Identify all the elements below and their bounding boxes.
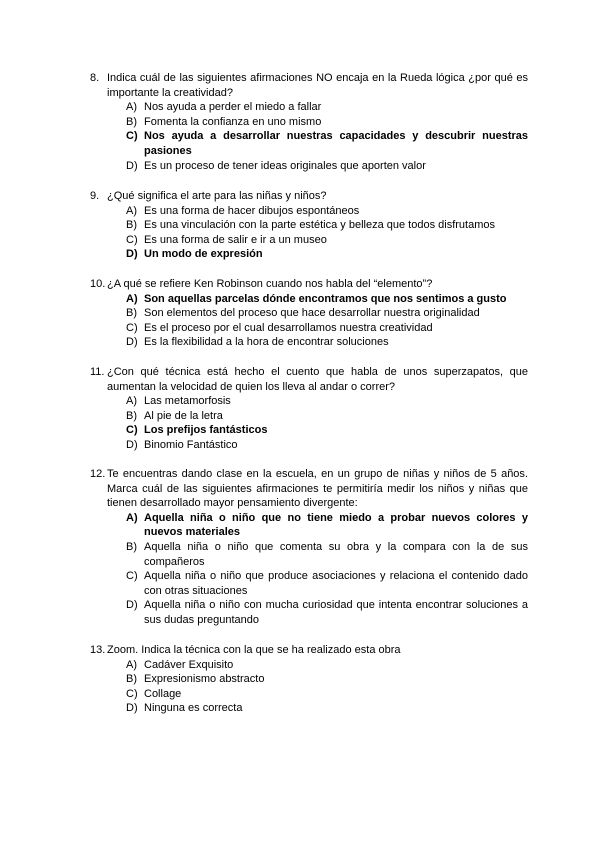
- option-letter: A): [126, 658, 137, 671]
- option-d: [126, 335, 528, 350]
- option-d: [126, 701, 528, 716]
- option-letter: B): [126, 307, 137, 320]
- option-text: Fomenta la confianza en uno mismo: [144, 115, 322, 128]
- option-d-correct: [126, 247, 528, 262]
- answer-options: [126, 658, 528, 716]
- option-letter: C): [126, 687, 138, 700]
- option-c: [126, 687, 528, 702]
- option-a: [126, 204, 528, 219]
- question-12: [90, 467, 528, 628]
- option-letter: C): [126, 130, 138, 143]
- option-d: [126, 598, 528, 627]
- option-text: Es la flexibilidad a la hora de encontrar soluciones: [144, 336, 389, 349]
- option-letter: A): [126, 204, 137, 217]
- option-b: [126, 115, 528, 130]
- option-letter: C): [126, 570, 138, 583]
- question-10: [90, 277, 528, 350]
- option-text: Las metamorfosis: [144, 395, 231, 408]
- question-stem: [90, 189, 528, 204]
- question-9: [90, 189, 528, 262]
- option-text: Es una forma de hacer dibujos espontáneos: [144, 204, 360, 217]
- option-letter: C): [126, 233, 138, 246]
- option-text: Es una forma de salir e ir a un museo: [144, 233, 327, 246]
- option-text: Collage: [144, 687, 182, 700]
- question-text: ¿A qué se refiere Ken Robinson cuando nos habla del “elemento”?: [107, 278, 433, 290]
- question-stem: [90, 467, 528, 511]
- option-a: [126, 394, 528, 409]
- option-letter: A): [126, 292, 138, 305]
- answer-options: [126, 394, 528, 452]
- option-letter: B): [126, 673, 137, 686]
- option-a-correct: [126, 292, 528, 307]
- option-letter: C): [126, 321, 138, 334]
- option-b: [126, 672, 528, 687]
- option-letter: A): [126, 511, 138, 524]
- option-b: [126, 306, 528, 321]
- answer-options: [126, 292, 528, 350]
- option-text: Aquella niña o niño que no tiene miedo a probar nuevos colores y nuevos materiales: [144, 511, 528, 539]
- option-letter: D): [126, 599, 138, 612]
- option-text: Es el proceso por el cual desarrollamos nuestra creatividad: [144, 321, 433, 334]
- option-c-correct: [126, 129, 528, 158]
- question-text: Zoom. Indica la técnica con la que se ha realizado esta obra: [107, 644, 401, 656]
- option-text: Un modo de expresión: [144, 248, 263, 261]
- question-stem: [90, 71, 528, 100]
- question-text: Te encuentras dando clase en la escuela, en un grupo de niñas y niños de 5 años. Marca cuál de las siguientes afirmaciones te permitiría medir los niños y niñas que tienen desarrollado mayor pensamiento divergente:: [107, 468, 528, 510]
- option-c-correct: [126, 423, 528, 438]
- option-letter: D): [126, 336, 138, 349]
- question-11: [90, 365, 528, 453]
- option-letter: D): [126, 159, 138, 172]
- option-c: [126, 321, 528, 336]
- option-text: Es un proceso de tener ideas originales que aporten valor: [144, 159, 426, 172]
- option-text: Expresionismo abstracto: [144, 673, 265, 686]
- option-text: Aquella niña o niño que comenta su obra y la compara con la de sus compañeros: [144, 540, 528, 568]
- question-stem: [90, 643, 528, 658]
- option-text: Al pie de la letra: [144, 409, 223, 422]
- option-a: [126, 100, 528, 115]
- question-number: 11.: [90, 366, 105, 378]
- option-c: [126, 569, 528, 598]
- option-letter: D): [126, 248, 138, 261]
- option-text: Aquella niña o niño que produce asociaciones y relaciona el contenido dado con otras situaciones: [144, 570, 528, 597]
- option-text: Nos ayuda a perder el miedo a fallar: [144, 101, 322, 114]
- question-number: 9.: [90, 190, 100, 202]
- option-letter: A): [126, 395, 137, 408]
- option-text: Cadáver Exquisito: [144, 658, 234, 671]
- option-text: Los prefijos fantásticos: [144, 424, 268, 437]
- option-a: [126, 658, 528, 673]
- option-b: [126, 218, 528, 233]
- question-stem: [90, 277, 528, 292]
- option-b: [126, 409, 528, 424]
- question-13: [90, 643, 528, 716]
- option-d: [126, 159, 528, 174]
- question-number: 12.: [90, 468, 106, 480]
- option-b: [126, 540, 528, 569]
- question-number: 13.: [90, 644, 106, 656]
- option-letter: B): [126, 219, 137, 232]
- answer-options: [126, 204, 528, 262]
- option-text: Nos ayuda a desarrollar nuestras capacidades y descubrir nuestras pasiones: [144, 130, 528, 157]
- question-number: 8.: [90, 72, 100, 84]
- option-letter: D): [126, 438, 138, 451]
- question-text: ¿Qué significa el arte para las niñas y niños?: [107, 190, 327, 202]
- question-stem: [90, 365, 528, 394]
- option-d: [126, 438, 528, 453]
- question-8: [90, 71, 528, 173]
- option-text: Es una vinculación con la parte estética y belleza que todos disfrutamos: [144, 219, 495, 232]
- question-number: 10.: [90, 278, 106, 290]
- option-a-correct: [126, 511, 528, 540]
- option-letter: D): [126, 702, 138, 715]
- option-text: Son aquellas parcelas dónde encontramos que nos sentimos a gusto: [144, 292, 507, 305]
- option-text: Binomio Fantástico: [144, 438, 238, 451]
- option-letter: A): [126, 101, 137, 114]
- option-letter: C): [126, 424, 138, 437]
- option-letter: B): [126, 409, 137, 422]
- option-text: Son elementos del proceso que hace desarrollar nuestra originalidad: [144, 307, 480, 320]
- option-c: [126, 233, 528, 248]
- answer-options: [126, 511, 528, 628]
- answer-options: [126, 100, 528, 173]
- question-text: ¿Con qué técnica está hecho el cuento que habla de unos superzapatos, que aumentan la velocidad de quien los lleva al andar o correr?: [107, 366, 528, 393]
- option-text: Aquella niña o niño con mucha curiosidad que intenta encontrar soluciones a sus dudas preguntando: [144, 599, 528, 626]
- option-letter: B): [126, 115, 137, 128]
- option-letter: B): [126, 540, 137, 553]
- question-text: Indica cuál de las siguientes afirmaciones NO encaja en la Rueda lógica ¿por qué es importante la creatividad?: [107, 72, 528, 99]
- option-text: Ninguna es correcta: [144, 702, 243, 715]
